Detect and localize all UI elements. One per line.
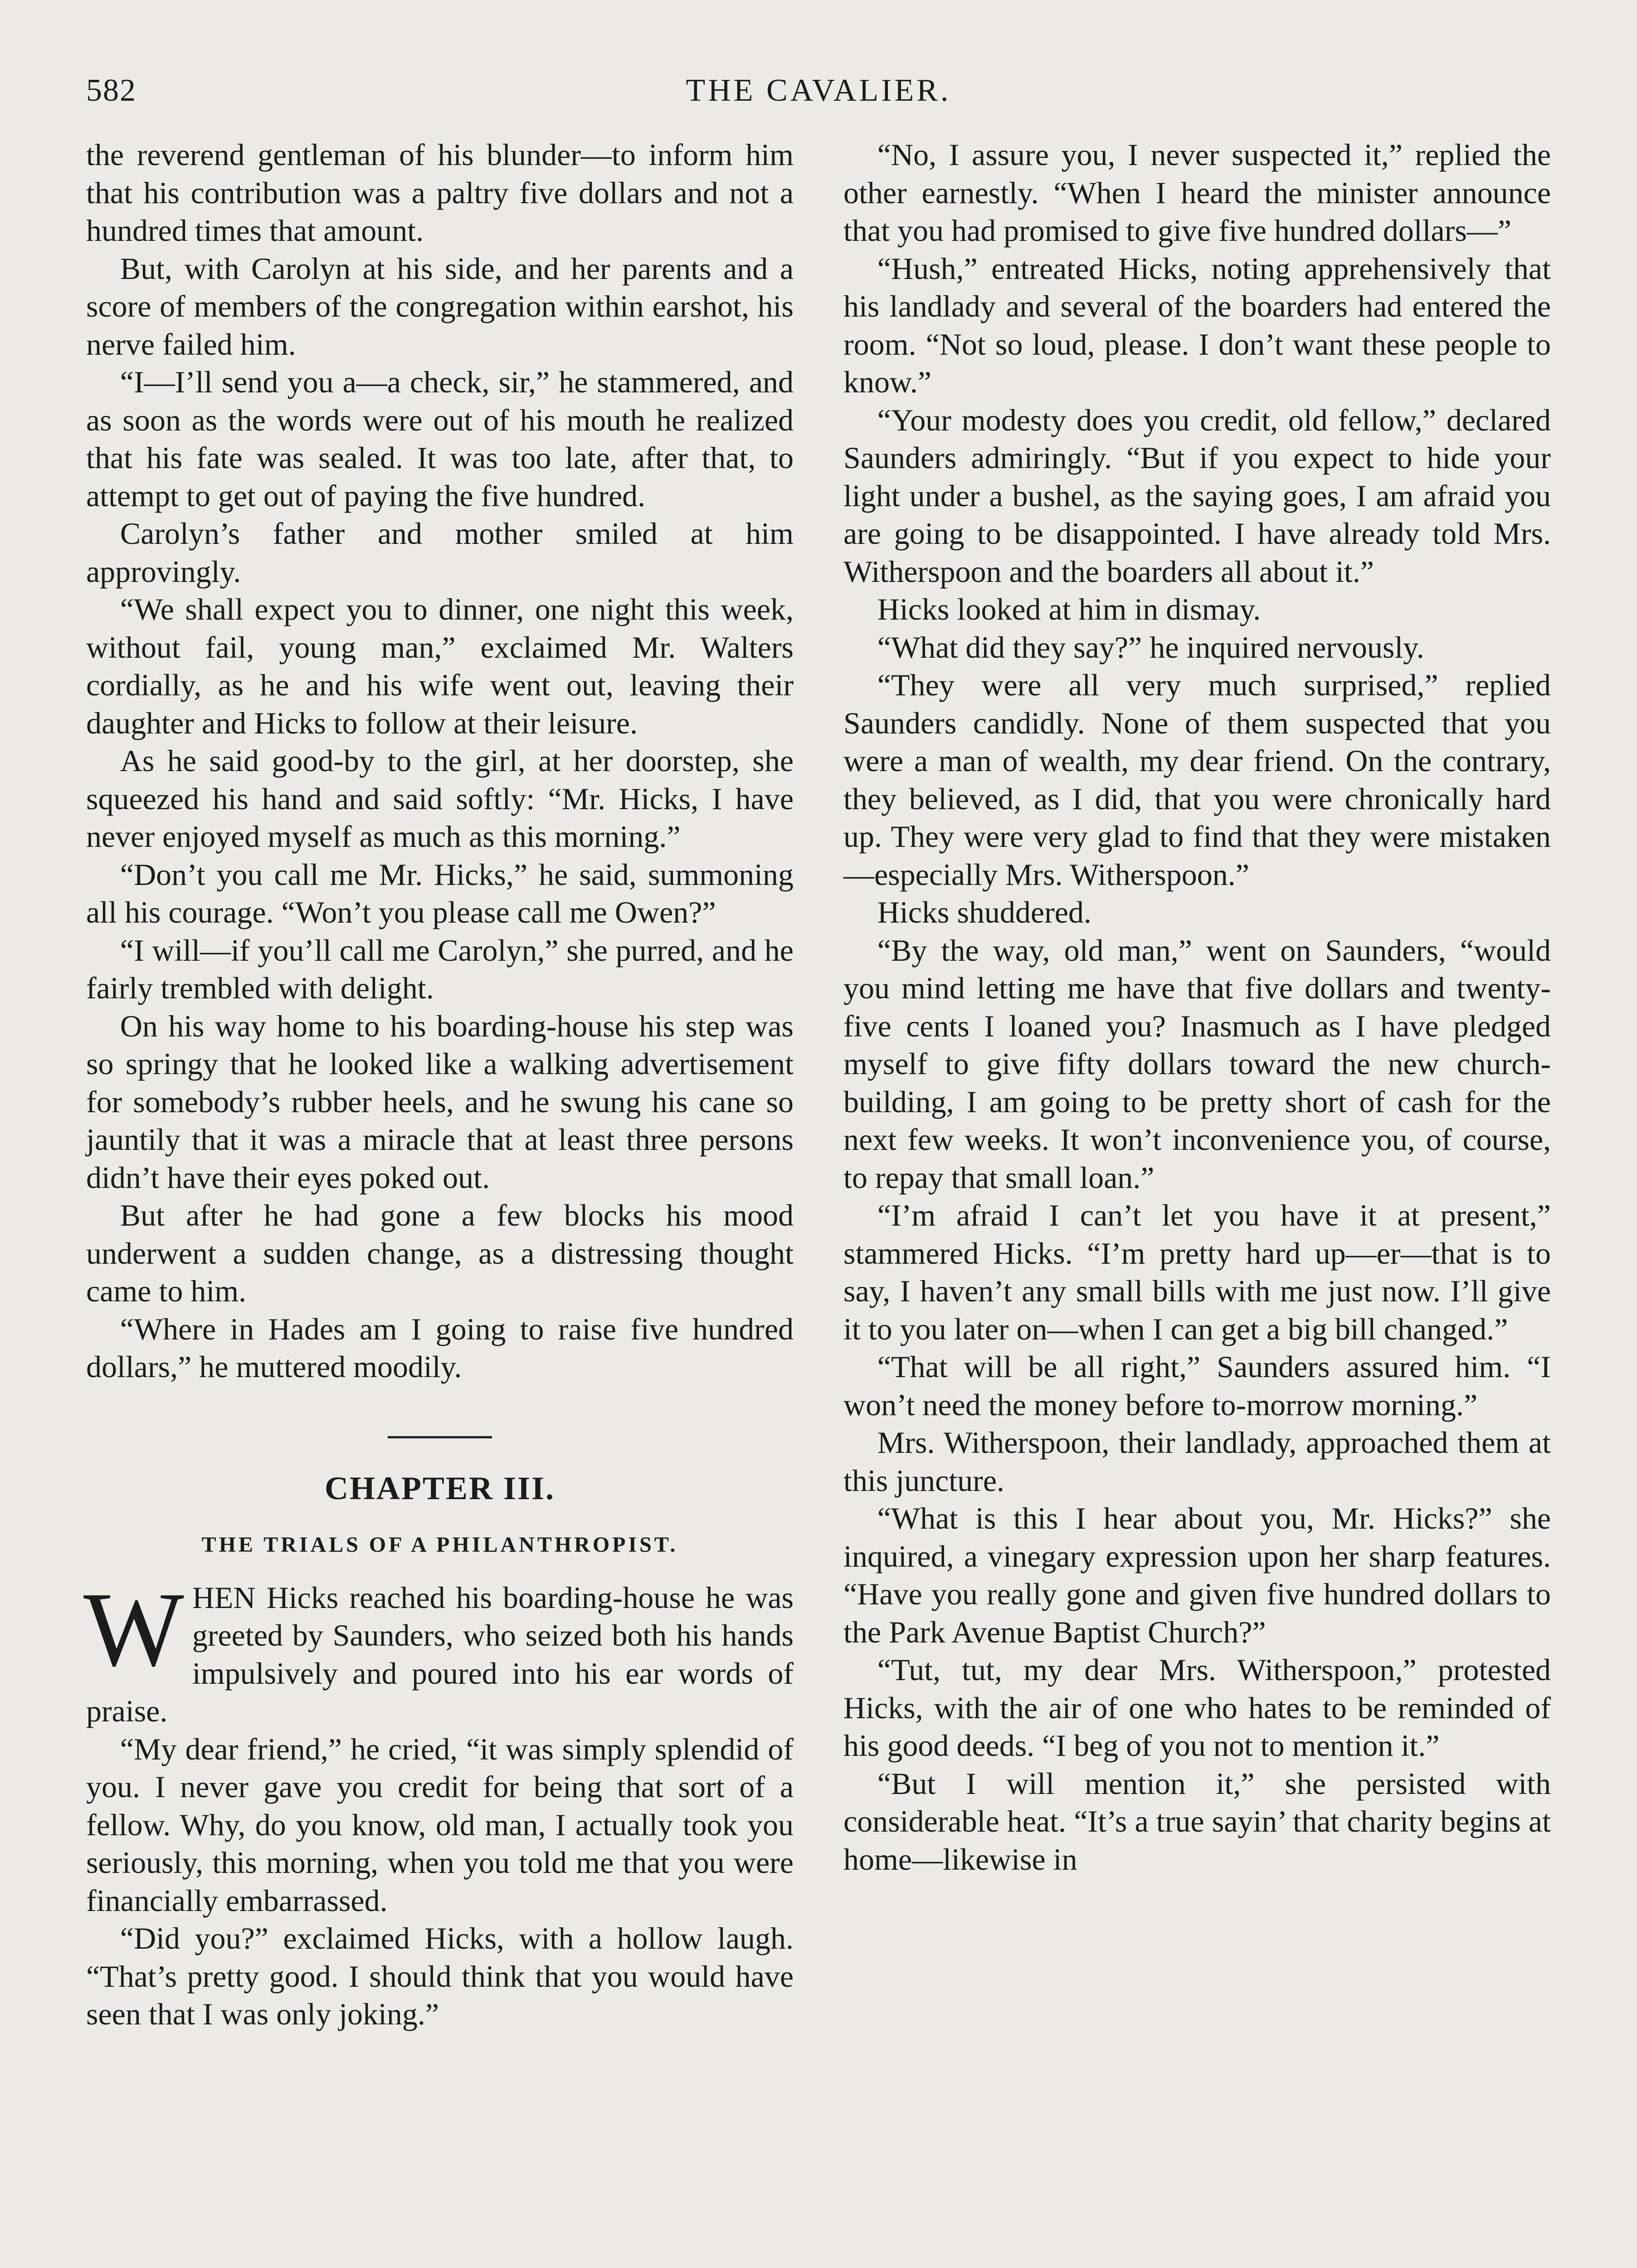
paragraph: the reverend gentleman of his blunder—to inform him that his contribution was a paltry five dollars and not a hundred times that amount. [86, 137, 794, 248]
chapter-opening-paragraph [83, 1570, 794, 1730]
paragraph: On his way home to his boarding-house his step was so springy that he looked like a walking advertisement for somebody’s rubber heels, and he swung his cane so jauntily that it was a miracle that at least three persons didn’t have their eyes poked out. [86, 1008, 794, 1195]
paragraph: Mrs. Witherspoon, their landlady, approached them at this juncture. [843, 1425, 1551, 1498]
paragraph: Hicks shuddered. [877, 895, 1091, 929]
paragraph: “They were all very much surprised,” replied Saunders candidly. None of them suspected that you were a man of wealth, my dear friend. On the contrary, they believed, as I did, that you were chronically hard up. They were very glad to find that they were mistaken—especially Mrs. Witherspoon.” [843, 668, 1551, 892]
right-column [843, 136, 1551, 2033]
paragraph: “My dear friend,” he cried, “it was simply splendid of you. I never gave you credit for being that sort of a fellow. Why, do you know, old man, I actually took you seriously, this morning, when you told me that you were financially embarrassed. [86, 1731, 794, 1918]
running-title: THE CAVALIER. [686, 73, 951, 108]
paragraph: “Did you?” exclaimed Hicks, with a hollow laugh. “That’s pretty good. I should think that you would have seen that I was only joking.” [86, 1921, 794, 2031]
paragraph: Hicks looked at him in dismay. [877, 592, 1261, 626]
page-header [86, 68, 1551, 127]
paragraph: “By the way, old man,” went on Saunders, “would you mind letting me have that five dollars and twenty-five cents I loaned you? Inasmuch as I have pledged myself to give fifty dollars toward the new church-building, I am going to be pretty short of cash for the next few weeks. It won’t inconvenience you, of course, to repay that small loan.” [843, 933, 1551, 1195]
paragraph: But, with Carolyn at his side, and her parents and a score of members of the congregation within earshot, his nerve failed him. [86, 251, 794, 362]
paragraph: “But I will mention it,” she persisted with considerable heat. “It’s a true sayin’ that charity begins at home—likewise in [843, 1766, 1551, 1877]
paragraph: But after he had gone a few blocks his mood underwent a sudden change, as a distressing thought came to him. [86, 1198, 794, 1308]
text-columns [83, 136, 1551, 2033]
paragraph: “Don’t you call me Mr. Hicks,” he said, summoning all his courage. “Won’t you please call me Owen?” [86, 857, 794, 929]
paragraph: “What did they say?” he inquired nervously. [877, 630, 1424, 665]
drop-cap: W [83, 1570, 184, 1688]
paragraph: “Where in Hades am I going to raise five hundred dollars,” he muttered moodily. [86, 1311, 794, 1384]
paragraph: “No, I assure you, I never suspected it,” replied the other earnestly. “When I heard the minister announce that you had promised to give five hundred dollars—” [843, 137, 1551, 248]
paragraph: “What is this I hear about you, Mr. Hicks?” she inquired, a vinegary expression upon her sharp features. “Have you really gone and given five hundred dollars to the Park Avenue Baptist Church?” [843, 1501, 1551, 1649]
paragraph: As he said good-by to the girl, at her doorstep, she squeezed his hand and said softly: “Mr. Hicks, I have never enjoyed myself as much as this morning.” [86, 743, 794, 854]
paragraph: “Your modesty does you credit, old fellow,” declared Saunders admiringly. “But if you expect to hide your light under a bushel, as the saying goes, I am afraid you are going to be disappointed. I have already told Mrs. Witherspoon and the boarders all about it.” [843, 402, 1551, 589]
paragraph: “Hush,” entreated Hicks, noting apprehensively that his landlady and several of the boarders had entered the room. “Not so loud, please. I don’t want these people to know.” [843, 251, 1551, 399]
page-number: 582 [86, 73, 136, 108]
chapter-subtitle: THE TRIALS OF A PHILANTHROPIST. [201, 1532, 678, 1557]
paragraph: “That will be all right,” Saunders assured him. “I won’t need the money before to-morrow morning.” [843, 1349, 1551, 1422]
paragraph: “I will—if you’ll call me Carolyn,” she purred, and he fairly trembled with delight. [86, 933, 794, 1005]
paragraph: “I’m afraid I can’t let you have it at present,” stammered Hicks. “I’m pretty hard up—er—that is to say, I haven’t any small bills with me just now. I’ll give it to you later on—when I can get a big bill changed.” [843, 1198, 1551, 1346]
paragraph: “I—I’ll send you a—a check, sir,” he stammered, and as soon as the words were out of his mouth he realized that his fate was sealed. It was too late, after that, to attempt to get out of paying the five hundred. [86, 365, 794, 513]
paragraph: “Tut, tut, my dear Mrs. Witherspoon,” protested Hicks, with the air of one who hates to be reminded of his good deeds. “I beg of you not to mention it.” [843, 1652, 1551, 1763]
paragraph: Carolyn’s father and mother smiled at him approvingly. [86, 516, 794, 589]
chapter-divider [388, 1436, 492, 1438]
opening-text: HEN Hicks reached his boarding-house he was greeted by Saunders, who seized both his hands impulsively and poured into his ear words of praise. [86, 1580, 794, 1728]
left-column [83, 136, 794, 2033]
chapter-title: CHAPTER III. [324, 1470, 555, 1506]
paragraph: “We shall expect you to dinner, one night this week, without fail, young man,” exclaimed Mr. Walters cordially, as he and his wife went out, leaving their daughter and Hicks to follow at their leisure. [86, 592, 794, 740]
